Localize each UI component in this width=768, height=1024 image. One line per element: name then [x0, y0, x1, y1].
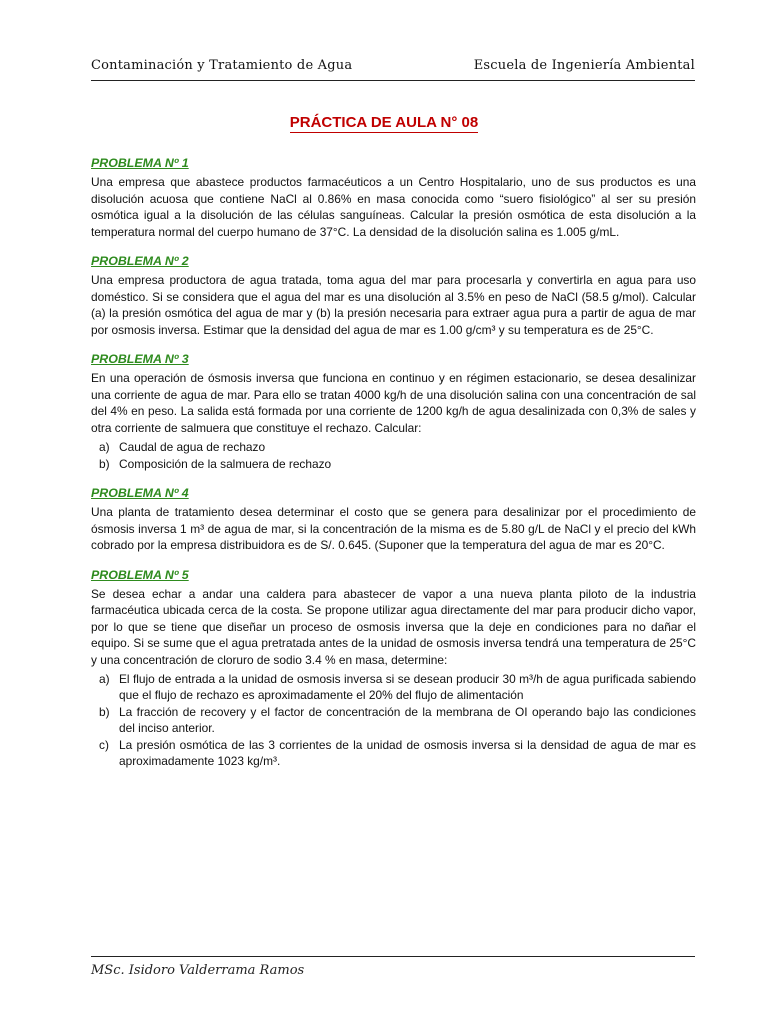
problem-questions: [91, 439, 696, 472]
header-school-name: Escuela de Ingeniería Ambiental: [473, 58, 695, 73]
problem-5: [91, 567, 696, 770]
problem-statement: Una empresa que abastece productos farmacéuticos a un Centro Hospitalario, uno de sus productos es una disolución acuosa que contiene NaCl al 0.86% en masa conocida como “suero fisiológico” al ser su presión osmótica igual a la disolución de las células sanguíneas. Calcular la presión osmótica de esta disolución a la temperatura normal del cuerpo humano de 37°C. La densidad de la disolución salina es 1.005 g/mL.: [91, 175, 696, 239]
page-title: [0, 114, 768, 131]
question-marker: c): [99, 737, 109, 752]
problem-statement: En una operación de ósmosis inversa que funciona en continuo y en régimen estacionario, se desea desalinizar una corriente de agua de mar. Para ello se tratan 4000 kg/h de una disolución salina con una concentración de sal del 4% en peso. La salida está formada por una corriente de 1200 kg/h de agua desalinizada con 0,3% de sales y otra corriente de salmuera que constituye el rechazo. Calcular:: [91, 371, 696, 435]
problem-heading: PROBLEMA Nº 5: [91, 567, 189, 582]
problem-heading: PROBLEMA Nº 3: [91, 352, 189, 367]
problem-heading: PROBLEMA Nº 4: [91, 485, 189, 500]
problem-1: [91, 155, 696, 240]
problem-statement: Una planta de tratamiento desea determinar el costo que se genera para desalinizar por el procedimiento de ósmosis inversa 1 m³ de agua de mar, si la concentración de la misma es de 5.80 g/L de NaCl y el precio del kWh cobrado por la empresa distribuidora es de S/. 0.645. (Suponer que la temperatura del agua de mar es 20°C.: [91, 505, 696, 553]
question-item: [91, 704, 696, 737]
page-header: [91, 56, 695, 81]
question-item: [91, 439, 696, 455]
problem-heading: PROBLEMA Nº 2: [91, 254, 189, 269]
question-marker: a): [99, 671, 110, 686]
header-course-title: Contaminación y Tratamiento de Agua: [91, 58, 353, 73]
footer-author: MSc. Isidoro Valderrama Ramos: [91, 963, 305, 978]
document-body: [91, 155, 696, 782]
problem-heading: PROBLEMA Nº 1: [91, 156, 189, 170]
problem-4: [91, 485, 696, 554]
question-text: Composición de la salmuera de rechazo: [119, 456, 332, 471]
question-text: El flujo de entrada a la unidad de osmosis inversa si se desean producir 30 m³/h de agua purificada sabiendo que el flujo de rechazo es aproximadamente el 20% del flujo de alimentación: [119, 671, 696, 703]
problem-questions: [91, 671, 696, 769]
problem-3: [91, 351, 696, 472]
question-text: Caudal de agua de rechazo: [119, 440, 266, 455]
question-marker: b): [99, 456, 110, 471]
question-text: La fracción de recovery y el factor de concentración de la membrana de OI operando bajo las condiciones del inciso anterior.: [119, 704, 696, 736]
question-item: [91, 737, 696, 770]
question-item: [91, 671, 696, 704]
problem-2: [91, 253, 696, 338]
question-marker: b): [99, 704, 110, 719]
problem-statement: Una empresa productora de agua tratada, toma agua del mar para procesarla y convertirla en agua para uso doméstico. Si se considera que el agua del mar es una disolución al 3.5% en peso de NaCl (58.5 g/mol). Calcular (a) la presión osmótica del agua de mar y (b) la presión necesaria para extraer agua pura a partir de agua de mar por osmosis inversa. Estimar que la densidad del agua de mar es 1.00 g/cm³ y su temperatura es de 25°C.: [91, 273, 696, 337]
question-marker: a): [99, 440, 110, 455]
question-text: La presión osmótica de las 3 corrientes de la unidad de osmosis inversa si la densidad de agua de mar es aproximadamente 1023 kg/m³.: [119, 737, 696, 768]
problem-statement: Se desea echar a andar una caldera para abastecer de vapor a una nueva planta piloto de la industria farmacéutica ubicada cerca de la costa. Se propone utilizar agua directamente del mar para producir dicho vapor, por lo que se tiene que diseñar un proceso de osmosis inversa que la deje en condiciones para no dañar el equipo. Si se sume que el agua pretratada antes de la unidad de osmosis inversa tendrá una temperatura de 25°C y una concentración de cloruro de sodio 3.4 % en masa, determine:: [91, 586, 696, 667]
page-footer: [91, 956, 695, 978]
page-title-text: PRÁCTICA DE AULA N° 08: [289, 114, 479, 131]
question-item: [91, 456, 696, 472]
